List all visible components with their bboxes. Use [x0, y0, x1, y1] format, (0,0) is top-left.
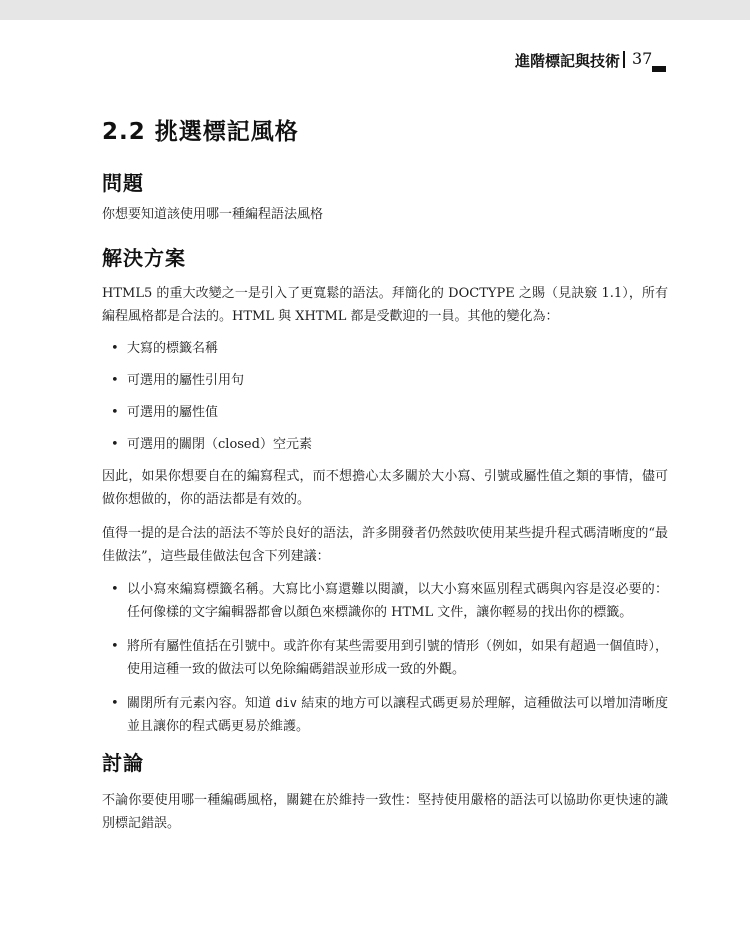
problem-heading: 問題: [102, 171, 144, 195]
bullet-icon: •: [111, 341, 119, 356]
section-title: 2.2 挑選標記風格: [102, 119, 299, 145]
page-number: 37: [632, 49, 653, 68]
list-item-text-after-code: 結束的地方可以讓程式碼更易於理解，這種做法可以增加清晰度並且讓你的程式碼更易於維護。: [127, 696, 668, 734]
solution-paragraph-freedom: 因此，如果你想要自在的編寫程式，而不想擔心太多關於大小寫、引號或屬性值之類的事情，儘可做你想做的，你的語法都是有效的。: [102, 469, 668, 507]
problem-text: 你想要知道該使用哪一種編程語法風格: [102, 207, 324, 222]
bullet-icon: •: [111, 437, 119, 452]
list-item-text: 將所有屬性值括在引號中。或許你有某些需要用到引號的情形（例如，如果有超過一個值時），使用這種一致的做法可以免除編碼錯誤並形成一致的外觀。: [127, 639, 668, 677]
list-item: [102, 401, 668, 424]
top-margin-strip: [0, 0, 750, 20]
discussion-heading: 討論: [102, 751, 144, 775]
list-item: [102, 433, 668, 456]
bullet-icon: •: [111, 696, 119, 711]
solution-paragraph-best-practices: 值得一提的是合法的語法不等於良好的語法，許多開發者仍然鼓吹使用某些提升程式碼清晰度的“最佳做法”，這些最佳做法包含下列建議：: [102, 526, 668, 564]
list-item-text-before-code: 關閉所有元素內容。知道: [127, 696, 276, 711]
bullet-icon: •: [111, 639, 119, 654]
list-item-text: 大寫的標籤名稱: [127, 341, 219, 356]
bullet-icon: •: [111, 405, 119, 420]
list-item: [102, 692, 668, 738]
html5-changes-list: [102, 337, 668, 456]
list-item: [102, 337, 668, 360]
solution-heading: 解決方案: [102, 246, 186, 270]
list-item-text: 可選用的關閉（closed）空元素: [127, 437, 312, 452]
running-header-chapter-title: 進階標記與技術: [514, 52, 620, 70]
inline-code: div: [275, 696, 298, 710]
best-practices-list: [102, 578, 668, 738]
bullet-icon: •: [111, 582, 119, 597]
list-item: [102, 578, 668, 624]
solution-intro: HTML5 的重大改變之一是引入了更寬鬆的語法。拜簡化的 DOCTYPE 之賜（見訣竅 1.1），所有編程風格都是合法的。HTML 與 XHTML 都是受歡迎的一員。其他的變化為：: [102, 286, 668, 324]
discussion-text: 不論你要使用哪一種編碼風格，關鍵在於維持一致性：堅持使用嚴格的語法可以協助你更快速的識別標記錯誤。: [102, 793, 668, 831]
bullet-icon: •: [111, 373, 119, 388]
list-item-text: 可選用的屬性值: [127, 405, 219, 420]
list-item: [102, 635, 668, 681]
list-item: [102, 369, 668, 392]
page-content: [102, 112, 668, 835]
running-header-divider: [623, 51, 625, 68]
list-item-text: 以小寫來編寫標籤名稱。大寫比小寫還難以閱讀，以大小寫來區別程式碼與內容是沒必要的：任何像樣的文字編輯器都會以顏色來標識你的 HTML 文件，讓你輕易的找出你的標籤。: [127, 582, 668, 620]
list-item-text: 可選用的屬性引用句: [127, 373, 245, 388]
page-corner-mark: [652, 66, 666, 72]
running-header: [0, 46, 750, 76]
